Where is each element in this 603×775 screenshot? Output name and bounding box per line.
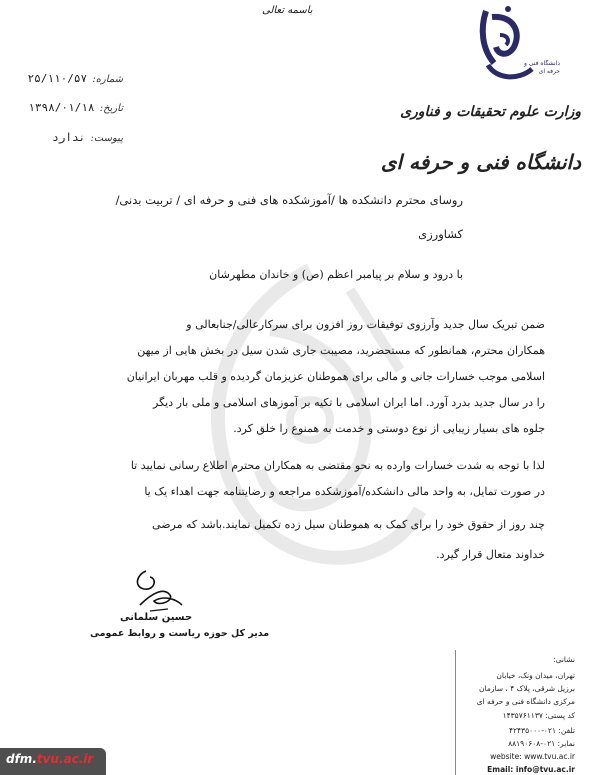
addressee-line-2: کشاورزی: [418, 227, 463, 241]
paragraph-1-line: همکاران محترم، همانطور که مستحضرید، مصیبت جاری شدن سیل در بخش هایی از میهن: [137, 344, 545, 357]
paragraph-1-line: را در سال جدید بدرد آورد. اما ایران اسلامی با تکیه بر آموزهای اسلامی و ملی بار دیگر: [153, 396, 545, 409]
fax-label: نمابر:: [557, 739, 575, 748]
paragraph-1-line: اسلامی موجب خسارات جانی و مالی برای هموطنان عزیزمان گردیده و قلب مهربان ایرانیان: [126, 370, 545, 383]
fax: [508, 739, 575, 748]
number-label: شماره:: [92, 74, 123, 85]
postal-code: [503, 711, 575, 720]
ministry-name: وزارت علوم تحقیقات و فناوری: [400, 104, 581, 120]
signer-name: حسین سلمانی: [120, 612, 193, 623]
university-name: دانشگاه فنی و حرفه ای: [380, 150, 581, 174]
phone: [509, 726, 575, 735]
date-label: تاریخ:: [99, 103, 123, 114]
letter-number: [28, 72, 123, 85]
source-badge: [0, 748, 106, 775]
bismillah-text: باسمه تعالی: [262, 5, 313, 16]
paragraph-1-line: جلوه های بسیار زیبایی از نوع دوستی و خدمت به همنوع را خلق کرد.: [233, 422, 545, 435]
attachment-value: ندارد: [52, 131, 86, 144]
paragraph-2-line: در صورت تمایل، به واحد مالی دانشکده/آموزشکده مراجعه و رضایتنامه جهت اهداء یک یا: [144, 485, 545, 498]
date-value: ۱۳۹۸/۰۱/۱۸: [28, 101, 95, 114]
signer-title: مدیر کل حوزه ریاست و روابط عمومی: [90, 628, 270, 639]
logo-subtext: دانشگاه فنی و حرفه ای: [523, 60, 560, 75]
letter-date: [28, 101, 123, 114]
phone-label: تلفن:: [558, 726, 575, 735]
number-value: ۲۵/۱۱۰/۵۷: [27, 72, 88, 85]
postal-label: کد پستی:: [545, 711, 575, 720]
letter-attachment: [52, 131, 123, 144]
address-label: نشانی:: [553, 655, 575, 664]
fax-value: ۰۲۱-۸۸۱۹۰۶۰۸: [508, 739, 556, 748]
website: website: www.tvu.ac.ir: [490, 752, 575, 761]
phone-value: ۰۲۱-۴۲۴۳۵۰۰۰: [508, 726, 556, 735]
attachment-label: پیوست:: [90, 133, 123, 144]
paragraph-2-line: لذا با توجه به شدت خسارات وارده به نحو مقتضی به همکاران محترم اطلاع رسانی نمایید تا: [130, 459, 545, 472]
source-badge-text: [6, 752, 93, 766]
postal-value: ۱۴۳۵۷۶۱۱۳۷: [502, 711, 543, 720]
address-line: مرکزی دانشگاه فنی و حرفه ای: [476, 697, 575, 706]
paragraph-2-line: چند روز از حقوق خود را برای کمک به هموطنان سیل زده تکمیل نمایند.باشد که مرضی: [152, 518, 545, 531]
email: Email: info@tvu.ac.ir: [487, 765, 575, 774]
badge-prefix: dfm.: [6, 752, 37, 766]
addressee-line-1: روسای محترم دانشکده ها /آموزشکده های فنی و حرفه ای / تربیت بدنی/: [115, 193, 463, 207]
address-line: برزیل شرقی، پلاک ۴ ، سازمان: [479, 684, 575, 693]
paragraph-1-line: ضمن تبریک سال جدید وآرزوی توفیقات روز افزون برای سرکارعالی/جنابعالی و: [186, 318, 545, 331]
paragraph-2-line: خداوند متعال قرار گیرد.: [436, 548, 545, 561]
address-line: تهران، میدان ونک، خیابان: [496, 671, 575, 680]
badge-domain: tvu.ac.ir: [36, 752, 94, 766]
salutation: با درود و سلام بر پیامبر اعظم (ص) و خاندان مطهرشان: [209, 268, 463, 281]
